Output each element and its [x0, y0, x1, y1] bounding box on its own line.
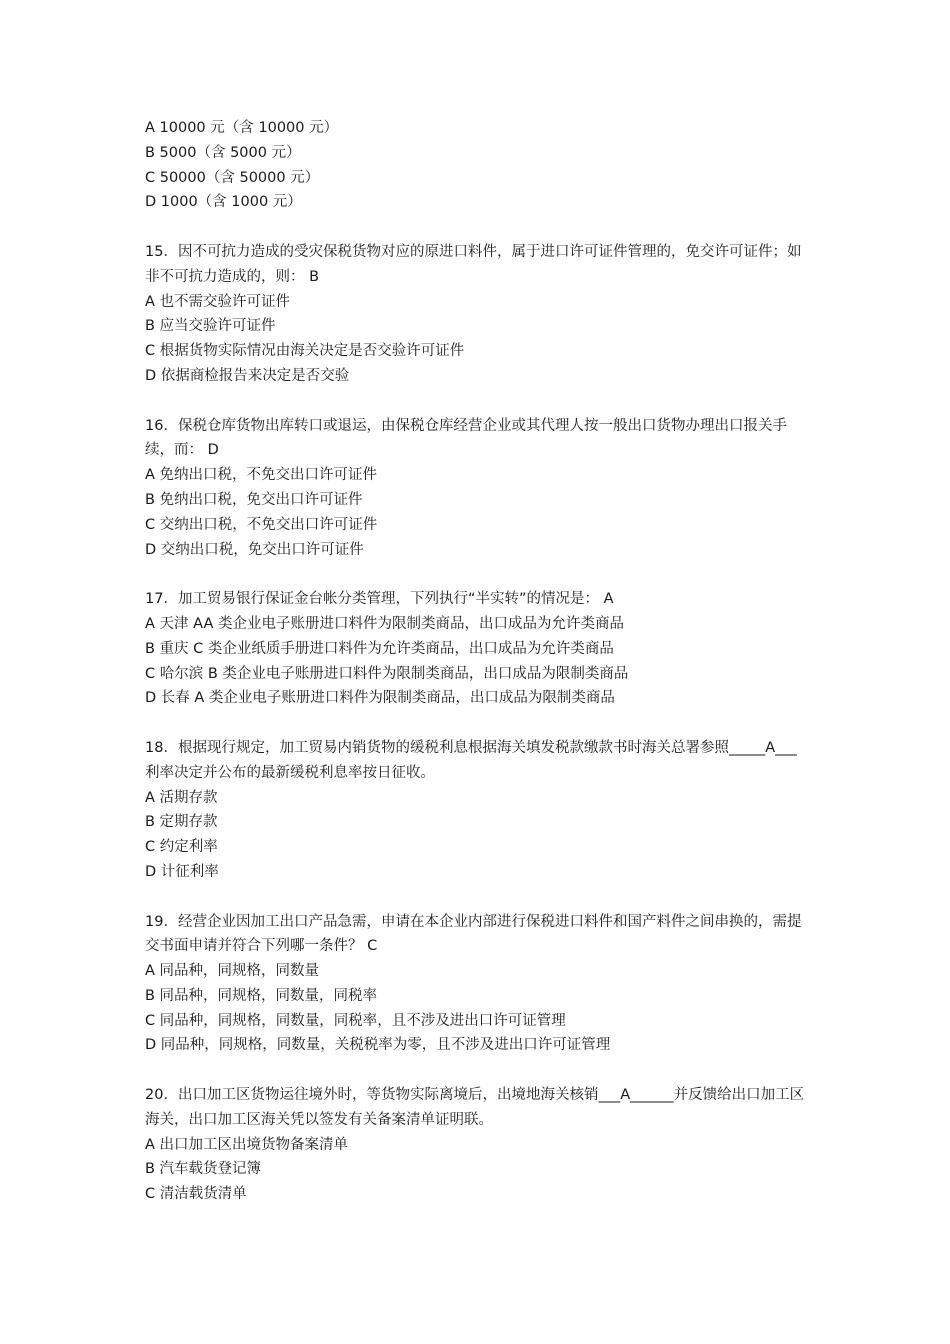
option-c: C 根据货物实际情况由海关决定是否交验许可证件 — [145, 343, 465, 360]
question-20 — [145, 1083, 811, 1207]
option-c: C 清洁载货清单 — [145, 1186, 247, 1203]
option-a: A 也不需交验许可证件 — [145, 293, 291, 310]
question-16 — [145, 414, 811, 563]
option-c: C 哈尔滨 B 类企业电子账册进口料件为限制类商品，出口成品为限制类商品 — [145, 665, 629, 682]
previous-question-options — [145, 116, 811, 215]
option-a: A 活期存款 — [145, 789, 218, 806]
option-a: A 出口加工区出境货物备案清单 — [145, 1136, 349, 1153]
option-a: A 10000 元（含 10000 元） — [145, 120, 339, 136]
question-18 — [145, 736, 811, 885]
option-c: C 50000（含 50000 元） — [145, 169, 320, 186]
question-stem: 18．根据现行规定，加工贸易内销货物的缓税利息根据海关填发税款缴款书时海关总署参照_____A___利率决定并公布的最新缓税利息率按日征收。 — [145, 739, 797, 781]
option-c: C 同品种，同规格，同数量，同税率，且不涉及进出口许可证管理 — [145, 1012, 566, 1029]
option-b: B 汽车载货登记簿 — [145, 1161, 262, 1178]
option-a: A 免纳出口税，不免交出口许可证件 — [145, 467, 378, 484]
option-b: B 同品种，同规格，同数量，同税率 — [145, 987, 378, 1004]
option-b: B 免纳出口税，免交出口许可证件 — [145, 491, 363, 508]
option-d: D 1000（含 1000 元） — [145, 194, 302, 211]
option-a: A 同品种，同规格，同数量 — [145, 963, 320, 980]
question-stem: 17．加工贸易银行保证金台帐分类管理，下列执行“半实转”的情况是： A — [145, 591, 614, 608]
option-b: B 定期存款 — [145, 814, 218, 831]
question-stem: 16．保税仓库货物出库转口或退运，由保税仓库经营企业或其代理人按一般出口货物办理出口报关手续，而： D — [145, 417, 787, 459]
document-content — [145, 116, 811, 1207]
option-d: D 交纳出口税，免交出口许可证件 — [145, 541, 364, 558]
question-stem: 15．因不可抗力造成的受灾保税货物对应的原进口料件，属于进口许可证件管理的，免交许可证件；如非不可抗力造成的，则： B — [145, 243, 802, 285]
option-c: C 约定利率 — [145, 839, 218, 856]
option-d: D 同品种，同规格，同数量，关税税率为零，且不涉及进出口许可证管理 — [145, 1037, 611, 1054]
option-c: C 交纳出口税，不免交出口许可证件 — [145, 516, 378, 533]
option-d: D 依据商检报告来决定是否交验 — [145, 367, 350, 384]
option-d: D 长春 A 类企业电子账册进口料件为限制类商品，出口成品为限制类商品 — [145, 690, 615, 707]
option-b: B 应当交验许可证件 — [145, 318, 276, 335]
option-d: D 计征利率 — [145, 863, 219, 880]
question-19 — [145, 910, 811, 1059]
question-stem: 19．经营企业因加工出口产品急需，申请在本企业内部进行保税进口料件和国产料件之间串换的，需提交书面申请并符合下列哪一条件？ C — [145, 913, 802, 955]
question-stem: 20．出口加工区货物运往境外时，等货物实际离境后，出境地海关核销___A______并反馈给出口加工区海关，出口加工区海关凭以签发有关备案清单证明联。 — [145, 1087, 805, 1128]
option-a: A 天津 AA 类企业电子账册进口料件为限制类商品，出口成品为允许类商品 — [145, 615, 624, 632]
question-17 — [145, 587, 811, 711]
option-b: B 5000（含 5000 元） — [145, 144, 301, 161]
question-15 — [145, 240, 811, 389]
option-b: B 重庆 C 类企业纸质手册进口料件为允许类商品，出口成品为允许类商品 — [145, 640, 614, 657]
